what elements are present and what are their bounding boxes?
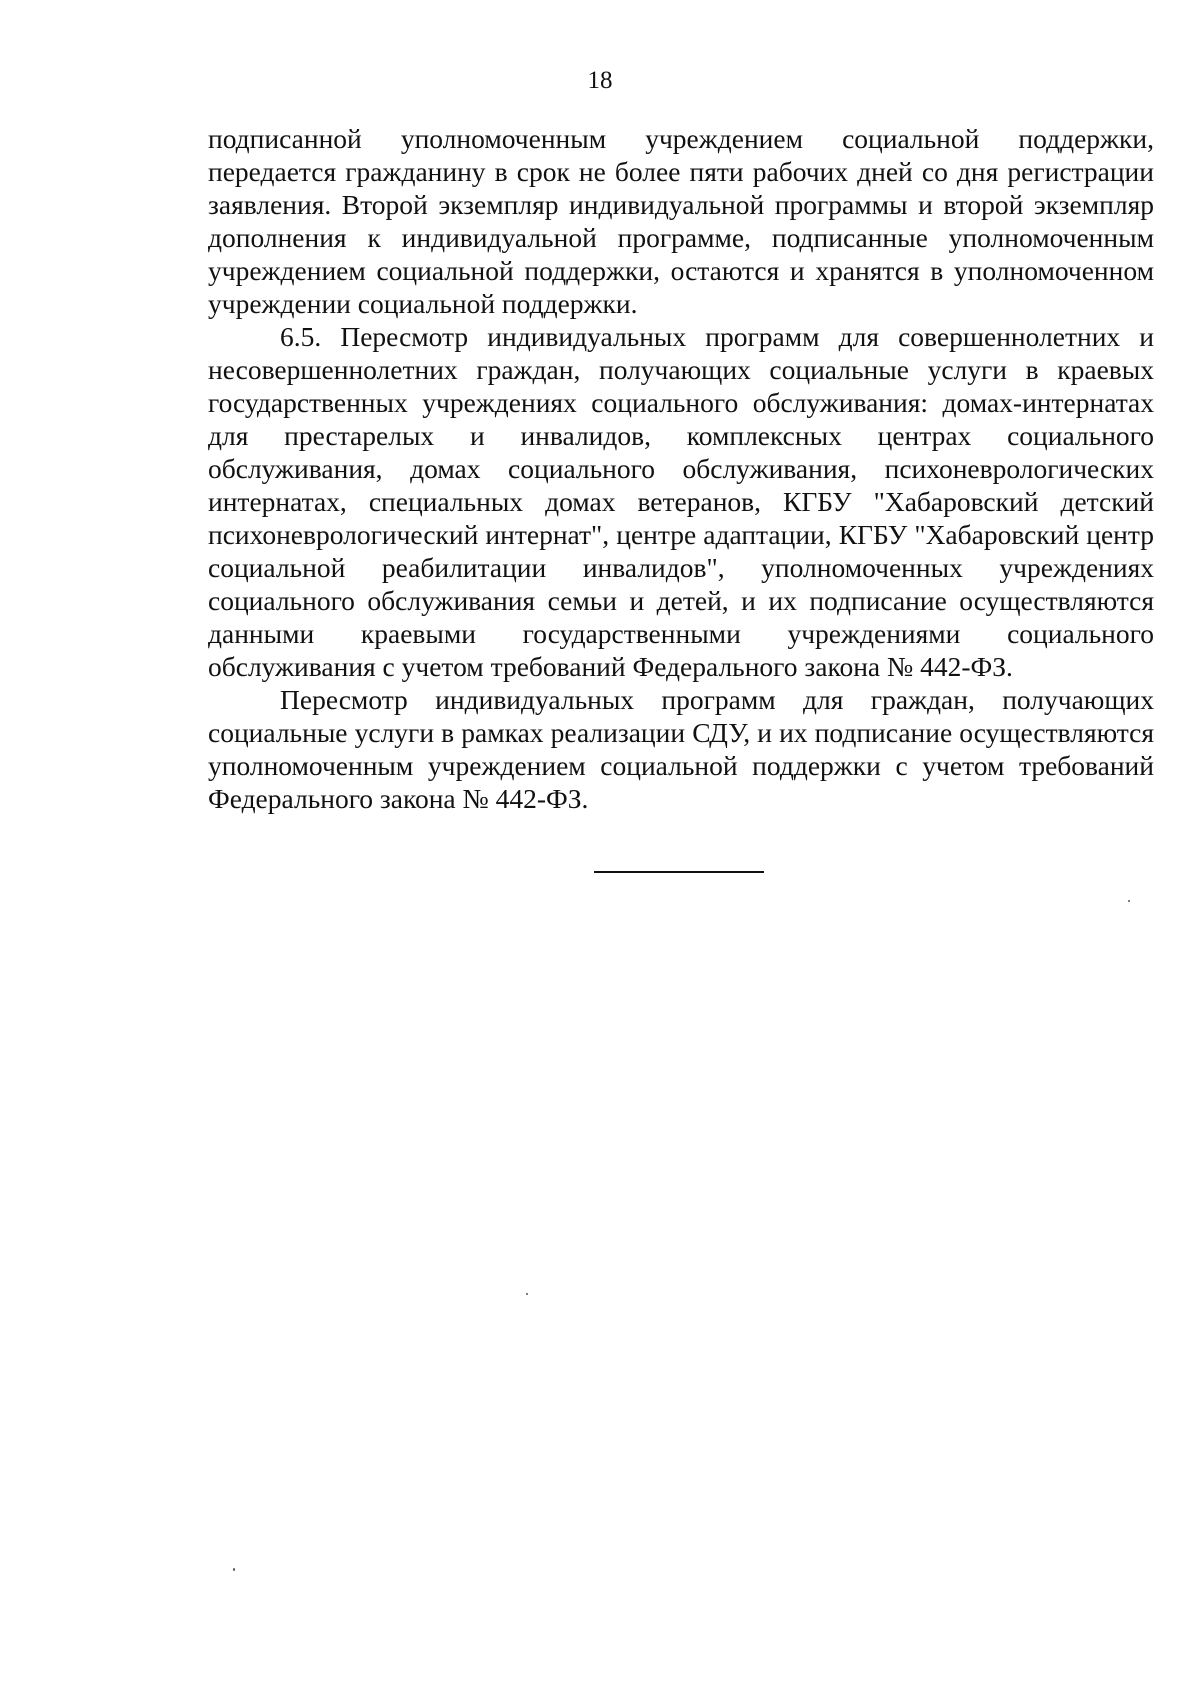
scan-speck — [1128, 900, 1130, 902]
paragraph-continuation: подписанной уполномоченным учреждением социальной поддержки, передается гражданину в срок не более пяти рабочих дней со дня регистрации заявления. Второй экземпляр индивидуальной программы и второй экземпляр дополнения к индивидуальной программе, подписанные уполномоченным учреждением социальной поддержки, остаются и хранятся в уполномоченном учреждении социальной поддержки. — [208, 123, 1154, 319]
paragraph-sdu-review: Пересмотр индивидуальных программ для граждан, получающих социальные услуги в рамках реализации СДУ, и их подписание осуществляются уполномоченным учреждением социальной поддержки с учетом требований Федерального закона № 442-ФЗ. — [208, 684, 1154, 814]
scan-speck — [233, 1568, 235, 1571]
scan-speck — [526, 1293, 528, 1295]
end-of-text-rule — [594, 871, 764, 873]
paragraph-item-6-5: 6.5. Пересмотр индивидуальных программ для совершеннолетних и несовершеннолетних граждан, получающих социальные услуги в краевых государственных учреждениях социального обслуживания: домах-интернатах для престарелых и инвалидов, комплексных центрах социального обслуживания, домах социального обслуживания, психоневрологических интернатах, специальных домах ветеранов, КГБУ "Хабаровский детский психоневрологический интернат", центре адаптации, КГБУ "Хабаровский центр социальной реабилитации инвалидов", уполномоченных учреждениях социального обслуживания семьи и детей, и их подписание осуществляются данными краевыми государственными учреждениями социального обслуживания с учетом требований Федерального закона № 442-ФЗ. — [208, 321, 1154, 682]
page-number: 18 — [587, 67, 613, 94]
document-body — [208, 122, 1154, 815]
